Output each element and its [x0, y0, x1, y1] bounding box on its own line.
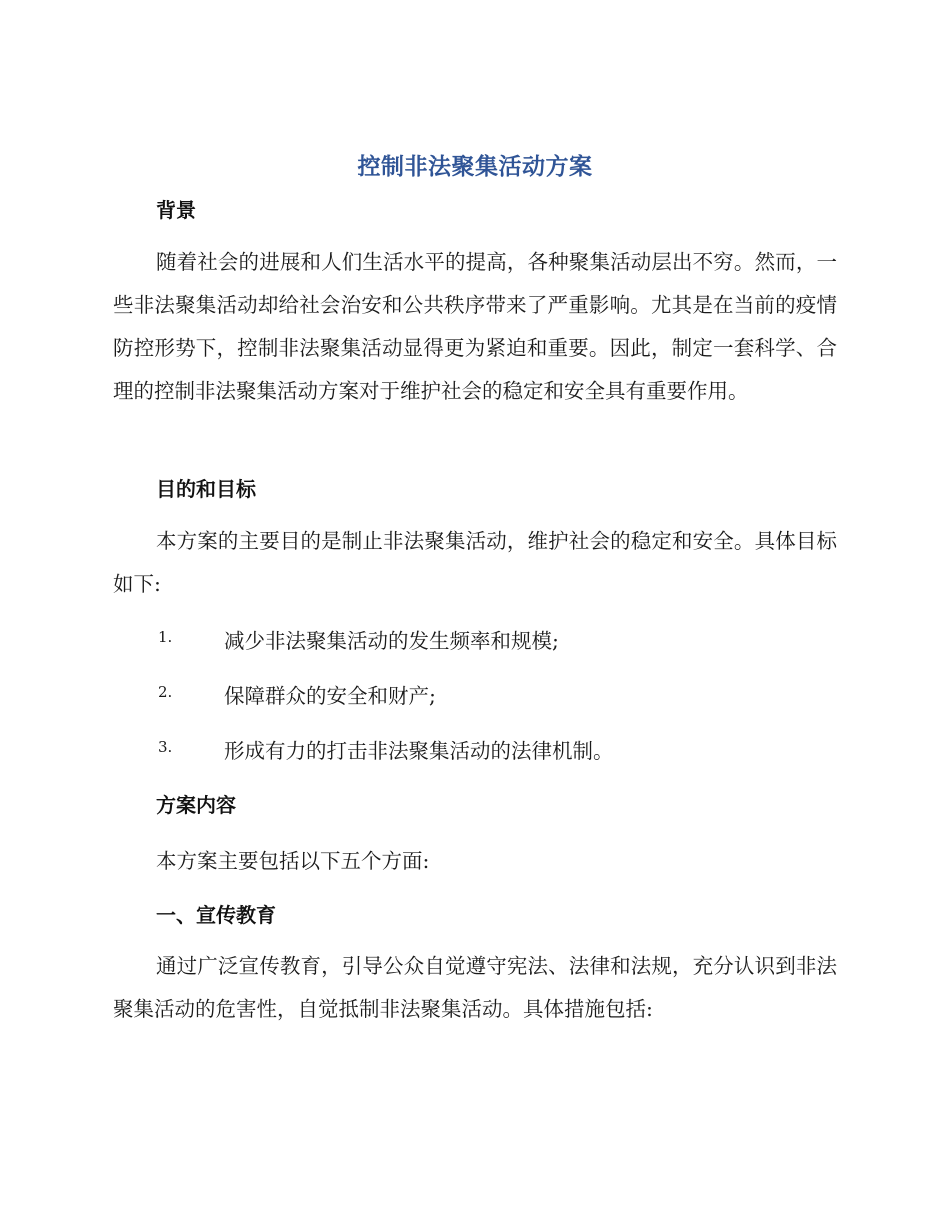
list-text: 保障群众的安全和财产; [224, 684, 436, 708]
list-number: 1. [158, 628, 173, 646]
paragraph-content: 本方案主要包括以下五个方面: [156, 849, 430, 873]
list-item [158, 734, 838, 762]
list-text: 减少非法聚集活动的发生频率和规模; [224, 629, 559, 653]
section-heading-content: 方案内容 [156, 793, 236, 817]
section-heading-goals: 目的和目标 [156, 477, 256, 501]
paragraph-background: 随着社会的进展和人们生活水平的提高，各种聚集活动层出不穷。然而，一些非法聚集活动却给社会治安和公共秩序带来了严重影响。尤其是在当前的疫情防控形势下，控制非法聚集活动显得更为紧迫和重要。因此，制定一套科学、合理的控制非法聚集活动方案对于维护社会的稳定和安全具有重要作用。 [113, 250, 837, 403]
list-number: 2. [158, 683, 173, 701]
paragraph-goals: 本方案的主要目的是制止非法聚集活动，维护社会的稳定和安全。具体目标如下: [113, 529, 837, 596]
list-item [158, 624, 838, 652]
section-heading-education: 一、宣传教育 [156, 903, 276, 927]
list-item [158, 679, 838, 707]
list-number: 3. [158, 738, 173, 756]
section-heading-background: 背景 [156, 198, 196, 222]
list-text: 形成有力的打击非法聚集活动的法律机制。 [224, 739, 614, 763]
document-title: 控制非法聚集活动方案 [357, 154, 593, 180]
paragraph-education: 通过广泛宣传教育，引导公众自觉遵守宪法、法律和法规，充分认识到非法聚集活动的危害性，自觉抵制非法聚集活动。具体措施包括: [113, 954, 837, 1021]
